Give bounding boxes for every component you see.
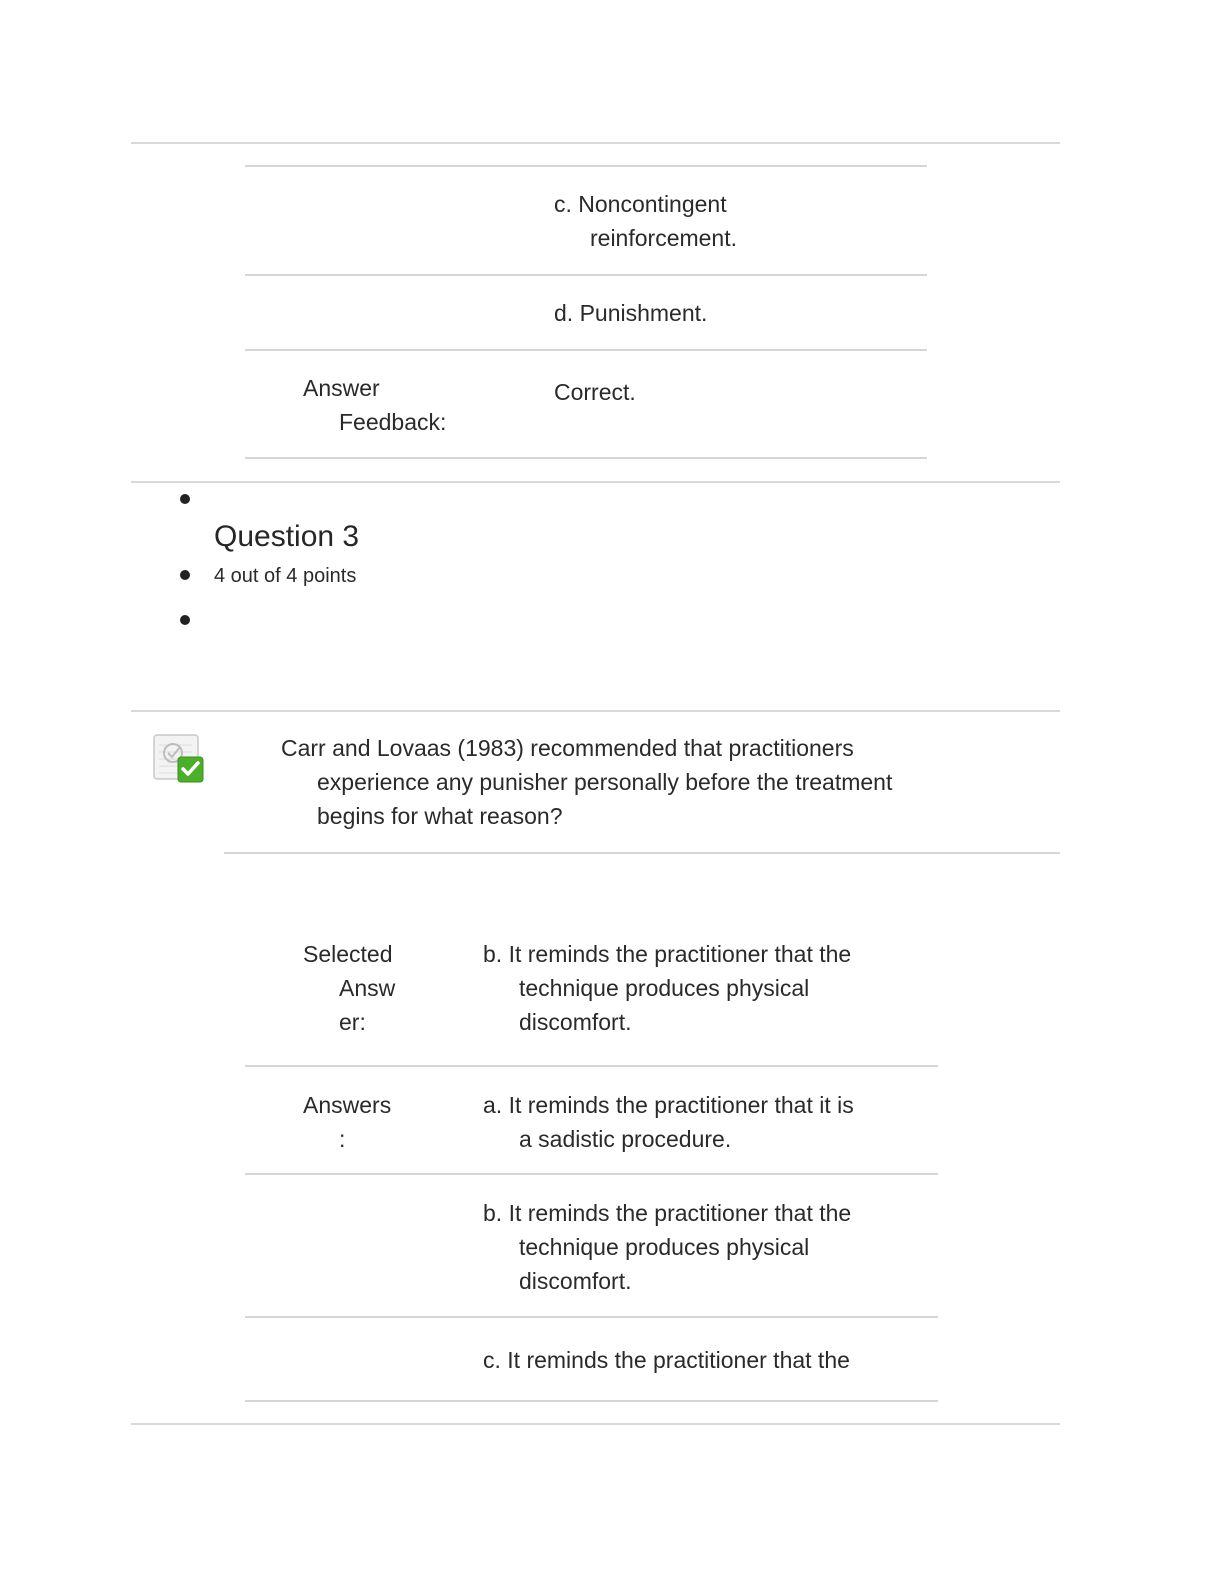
- question-points: 4 out of 4 points: [214, 565, 357, 587]
- correct-checkmark-icon: [152, 733, 206, 785]
- table-rule: [245, 1173, 938, 1175]
- answer-line: b. It reminds the practitioner that the: [483, 1200, 852, 1226]
- label-text: Answer: [303, 375, 380, 401]
- bullet-icon: [180, 615, 190, 625]
- label-text: Feedback:: [339, 409, 447, 435]
- option-text: reinforcement.: [590, 225, 738, 251]
- table-rule: [245, 274, 927, 276]
- section-divider: [131, 481, 1060, 483]
- table-rule: [245, 165, 927, 167]
- section-divider-bottom: [131, 1423, 1060, 1425]
- answer-option-d: [554, 296, 707, 330]
- answer-option-c: [483, 1343, 850, 1377]
- answer-line: technique produces physical: [519, 1234, 810, 1260]
- section-divider-top: [131, 142, 1060, 144]
- selected-answer-label: [303, 937, 395, 1039]
- option-text: c. Noncontingent: [554, 191, 727, 217]
- feedback-label: [303, 371, 446, 439]
- question-title: Question 3: [214, 520, 360, 553]
- table-rule: [245, 1065, 938, 1067]
- answer-option-b: [483, 1196, 851, 1298]
- answer-line: b. It reminds the practitioner that the: [483, 941, 852, 967]
- table-rule: [245, 1316, 938, 1318]
- selected-answer-value: [483, 937, 851, 1039]
- table-rule: [245, 349, 927, 351]
- option-text: d. Punishment.: [554, 300, 708, 326]
- answer-line: discomfort.: [519, 1009, 632, 1035]
- section-divider: [131, 710, 1060, 712]
- label-text: Answ: [339, 975, 396, 1001]
- bullet-icon: [180, 494, 190, 504]
- prompt-line: begins for what reason?: [317, 803, 563, 829]
- answer-line: c. It reminds the practitioner that the: [483, 1347, 850, 1373]
- prompt-line: experience any punisher personally before the treatment: [317, 769, 893, 795]
- answers-label: [303, 1088, 391, 1156]
- answer-line: a. It reminds the practitioner that it is: [483, 1092, 854, 1118]
- prompt-divider: [224, 852, 1060, 854]
- label-text: er:: [339, 1009, 366, 1035]
- answer-option-c: [554, 187, 737, 255]
- label-text: :: [339, 1126, 346, 1152]
- question-prompt: [281, 731, 892, 833]
- answer-line: technique produces physical: [519, 975, 810, 1001]
- answer-line: discomfort.: [519, 1268, 632, 1294]
- table-rule: [245, 457, 927, 459]
- bullet-icon: [180, 570, 190, 580]
- label-text: Answers: [303, 1092, 392, 1118]
- prompt-line: Carr and Lovaas (1983) recommended that practitioners: [281, 735, 854, 761]
- answer-line: a sadistic procedure.: [519, 1126, 732, 1152]
- label-text: Selected: [303, 941, 393, 967]
- table-rule: [245, 1400, 938, 1402]
- answer-option-a: [483, 1088, 854, 1156]
- feedback-value: Correct.: [554, 379, 636, 405]
